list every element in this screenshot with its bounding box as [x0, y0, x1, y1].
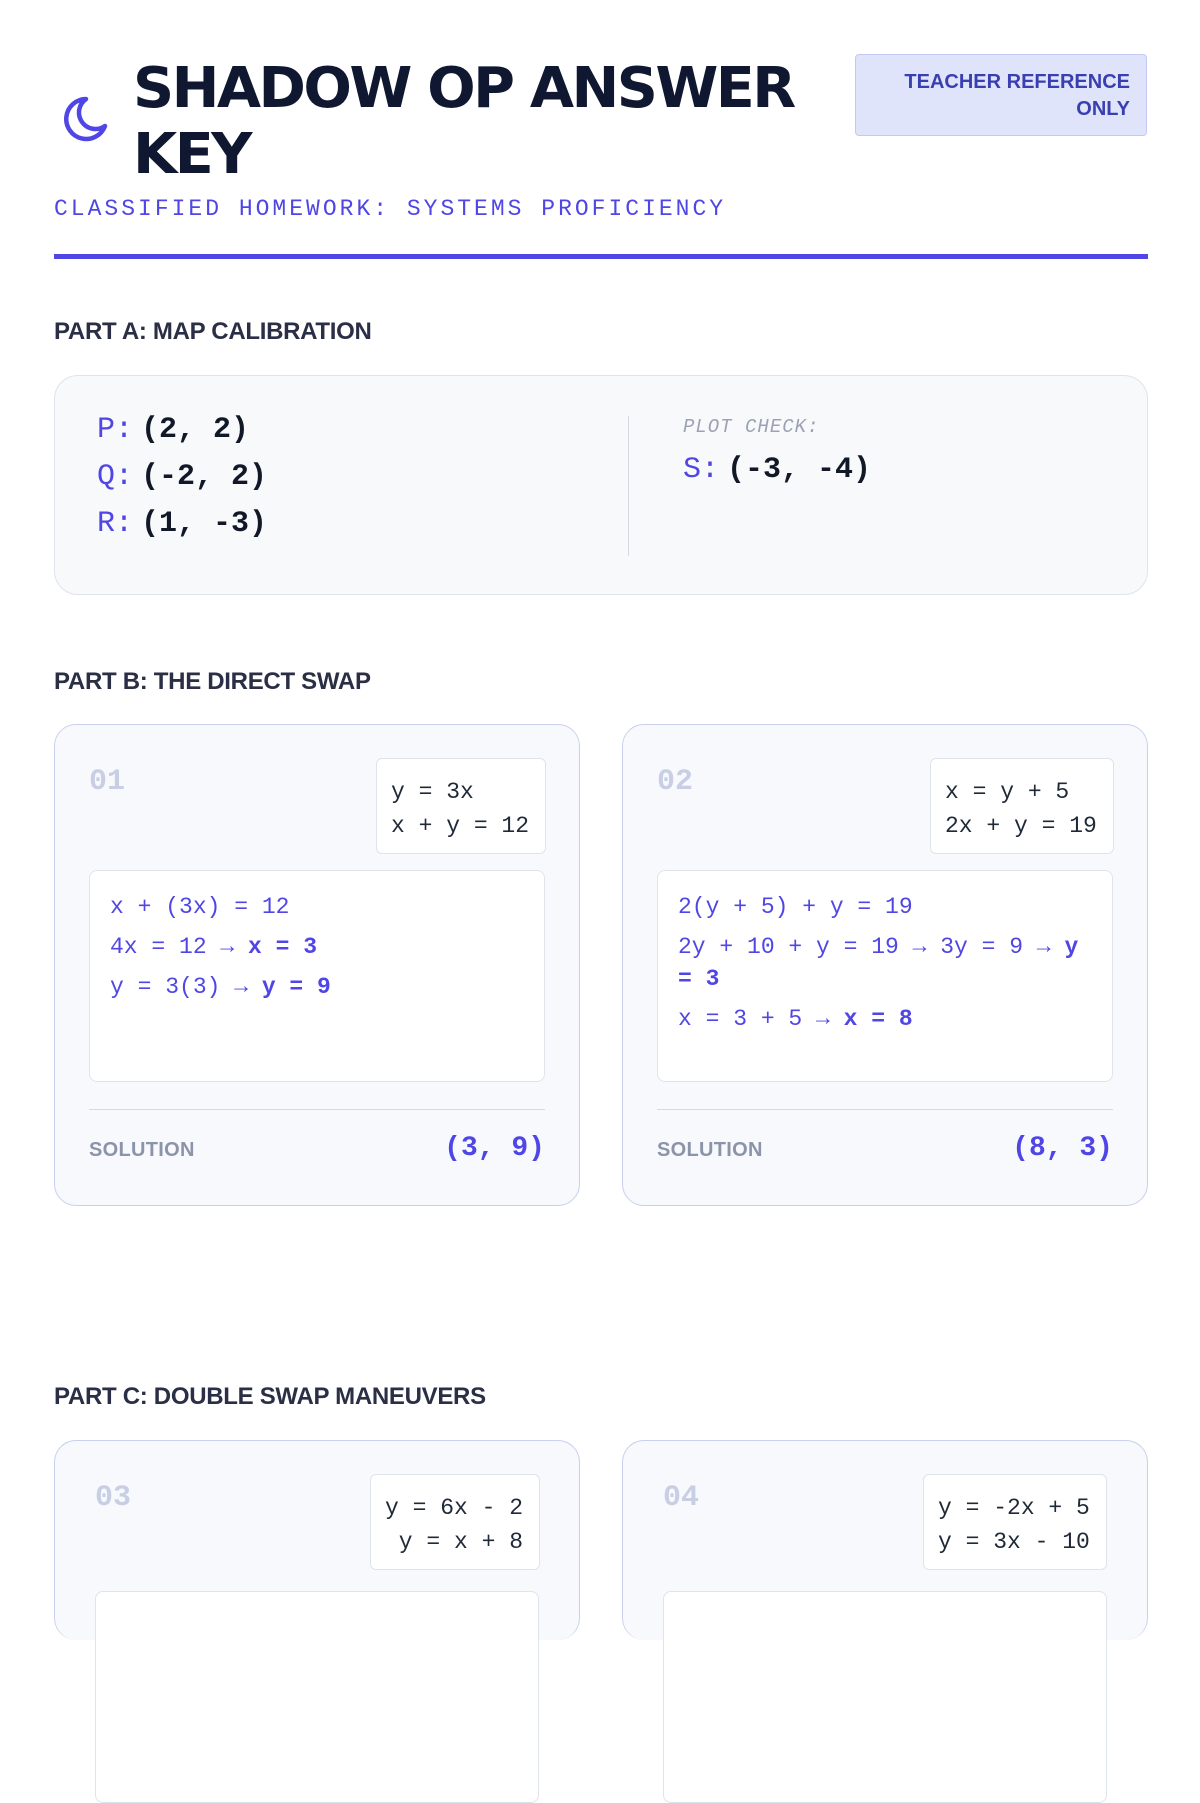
teacher-reference-badge: TEACHER REFERENCE ONLY [855, 54, 1147, 136]
card-divider [89, 1109, 545, 1110]
step-result: y = 3 [678, 934, 1079, 992]
work-step [110, 931, 524, 963]
point-value: (-2, 2) [141, 460, 268, 494]
problem-card-03 [54, 1440, 580, 1640]
point-row [97, 413, 249, 447]
point-value: (-3, -4) [727, 453, 872, 487]
work-step [110, 891, 524, 923]
equation: y = 3x - 10 [938, 1529, 1090, 1555]
vertical-divider [628, 416, 629, 556]
point-value: (1, -3) [141, 507, 268, 541]
equation: y = x + 8 [385, 1529, 524, 1555]
solution-value: (3, 9) [444, 1133, 545, 1164]
equation-system [370, 1474, 540, 1570]
work-steps-box [95, 1591, 539, 1803]
work-step [678, 1003, 1092, 1035]
solution-label: SOLUTION [657, 1139, 763, 1161]
problem-number: 02 [657, 765, 694, 799]
equation-system [923, 1474, 1107, 1570]
part-c-title: PART C: DOUBLE SWAP MANEUVERS [54, 1383, 486, 1410]
problem-card-04 [622, 1440, 1148, 1640]
step-result: y = 9 [261, 974, 331, 1000]
part-b-title: PART B: THE DIRECT SWAP [54, 668, 371, 695]
point-label: Q: [97, 460, 134, 494]
page-title: SHADOW OP ANSWER KEY [133, 56, 794, 187]
step-text: 2y + 10 + y = 19 → 3y = 9 → [678, 934, 1065, 960]
step-text: 4x = 12 → [110, 934, 249, 960]
problem-number: 03 [95, 1481, 132, 1515]
work-steps-box [657, 870, 1113, 1082]
work-step [678, 931, 1092, 995]
equation: y = 6x - 2 [385, 1495, 524, 1521]
page-subtitle: CLASSIFIED HOMEWORK: SYSTEMS PROFICIENCY [54, 196, 727, 222]
point-row [97, 460, 267, 494]
equation: y = -2x + 5 [938, 1495, 1090, 1521]
plot-check-point [683, 453, 871, 487]
moon-icon [56, 92, 110, 146]
problem-number: 01 [89, 765, 126, 799]
card-divider [657, 1109, 1113, 1110]
work-steps-box [663, 1591, 1107, 1803]
work-step [110, 971, 524, 1003]
step-text: x + (3x) = 12 [110, 894, 290, 920]
point-label: S: [683, 453, 720, 487]
step-text: x = 3 + 5 → [678, 1006, 844, 1032]
step-result: x = 8 [843, 1006, 913, 1032]
solution-label: SOLUTION [89, 1139, 195, 1161]
step-text: 2(y + 5) + y = 19 [678, 894, 913, 920]
equation: y = 3x [391, 779, 474, 805]
point-label: R: [97, 507, 134, 541]
problem-number: 04 [663, 1481, 700, 1515]
part-a-title: PART A: MAP CALIBRATION [54, 318, 372, 345]
work-step [678, 891, 1092, 923]
step-result: x = 3 [248, 934, 318, 960]
equation-system [930, 758, 1114, 854]
solution-value: (8, 3) [1012, 1133, 1113, 1164]
step-text: y = 3(3) → [110, 974, 262, 1000]
point-value: (2, 2) [141, 413, 250, 447]
header-divider [54, 254, 1148, 259]
work-steps-box [89, 870, 545, 1082]
point-label: P: [97, 413, 134, 447]
equation: x + y = 12 [391, 813, 530, 839]
problem-card-01 [54, 724, 580, 1206]
equation-system [376, 758, 546, 854]
point-row [97, 507, 267, 541]
plot-check-heading: PLOT CHECK: [683, 416, 820, 438]
equation: x = y + 5 [945, 779, 1070, 805]
problem-card-02 [622, 724, 1148, 1206]
equation: 2x + y = 19 [945, 813, 1097, 839]
map-calibration-box [54, 375, 1148, 595]
